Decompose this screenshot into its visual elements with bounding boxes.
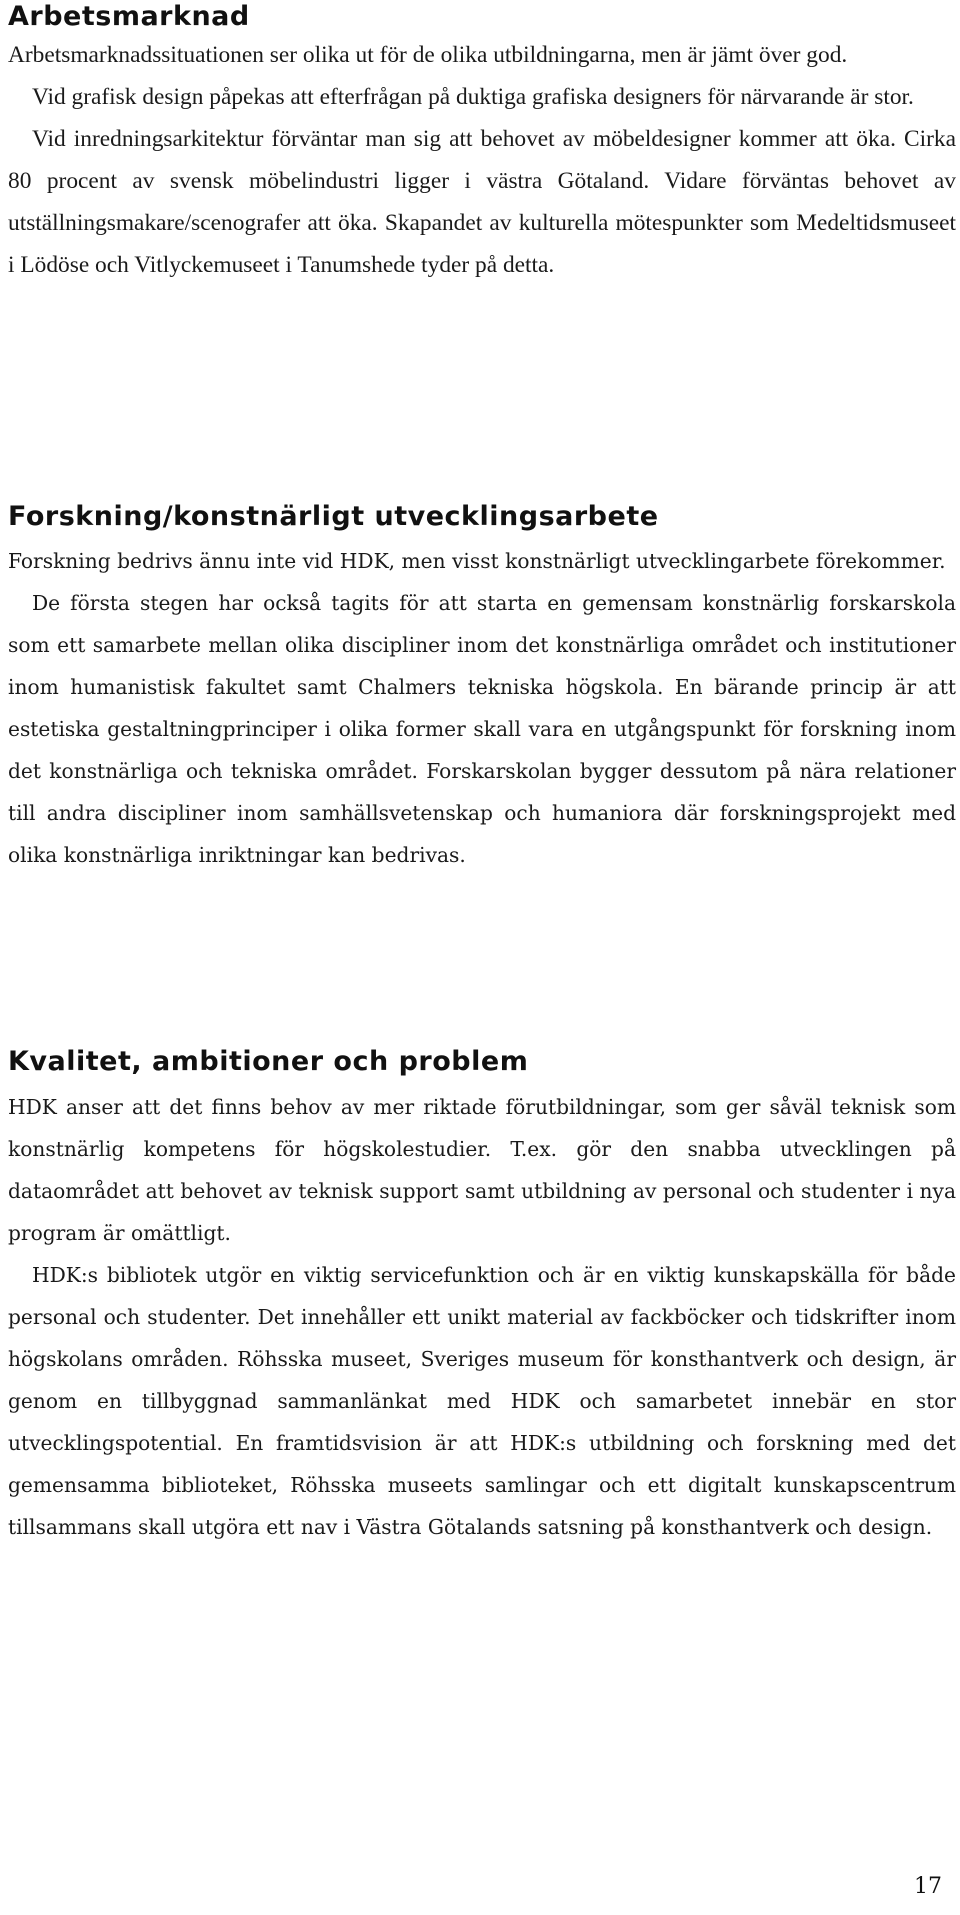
section-kvalitet	[8, 1042, 956, 1548]
section-heading: Kvalitet, ambitioner och problem	[8, 1046, 529, 1077]
section-forskning	[8, 498, 956, 876]
paragraph: Vid inredningsarkitektur förväntar man sig att behovet av möbeldesigner kommer att öka. Cirka 80 procent av svensk möbelindustri ligger i västra Götaland. Vidare förväntas behovet av utställningsmakare/scenografer att öka. Skapandet av kulturella mötespunkter som Medeltidsmuseet i Lödöse och Vitlyckemuseet i Tanumshede tyder på detta.	[8, 126, 956, 278]
section-arbetsmarknad	[8, 0, 956, 286]
section-heading: Arbetsmarknad	[8, 1, 250, 32]
page-number: 17	[914, 1874, 942, 1899]
paragraph: Vid grafisk design påpekas att efterfrågan på duktiga grafiska designers för närvarande är stor.	[32, 84, 914, 110]
paragraph: Forskning bedrivs ännu inte vid HDK, men visst konstnärligt utvecklingarbete förekommer.	[8, 549, 946, 573]
paragraph: De första stegen har också tagits för att starta en gemensam konstnärlig forskarskola som ett samarbete mellan olika discipliner inom det konstnärliga området och institutioner inom humanistisk fakultet samt Chalmers tekniska högskola. En bärande princip är att estetiska gestaltningprinciper i olika former skall vara en utgångspunkt för forskning inom det konstnärliga och tekniska området. Forskarskolan bygger dessutom på nära relationer till andra discipliner inom samhällsvetenskap och humaniora där forskningsprojekt med olika konstnärliga inriktningar kan bedrivas.	[8, 591, 956, 867]
paragraph: HDK anser att det finns behov av mer riktade förutbildningar, som ger såväl teknisk som konstnärlig kompetens för högskolestudier. T.ex. gör den snabba utvecklingen på dataområdet att behovet av teknisk support samt utbildning av personal och studenter i nya program är omättligt.	[8, 1095, 956, 1245]
paragraph: HDK:s bibliotek utgör en viktig servicefunktion och är en viktig kunskapskälla för både personal och studenter. Det innehåller ett unikt material av fackböcker och tidskrifter inom högskolans områden. Röhsska museet, Sveriges museum för konsthantverk och design, är genom en tillbyggnad sammanlänkat med HDK och samarbetet innebär en stor utvecklingspotential. En framtidsvision är att HDK:s utbildning och forskning med det gemensamma biblioteket, Röhsska museets samlingar och ett digitalt kunskapscentrum tillsammans skall utgöra ett nav i Västra Götalands satsning på konsthantverk och design.	[8, 1263, 956, 1539]
paragraph: Arbetsmarknadssituationen ser olika ut för de olika utbildningarna, men är jämt över god.	[8, 42, 848, 68]
section-heading: Forskning/konstnärligt utvecklingsarbete	[8, 501, 659, 532]
